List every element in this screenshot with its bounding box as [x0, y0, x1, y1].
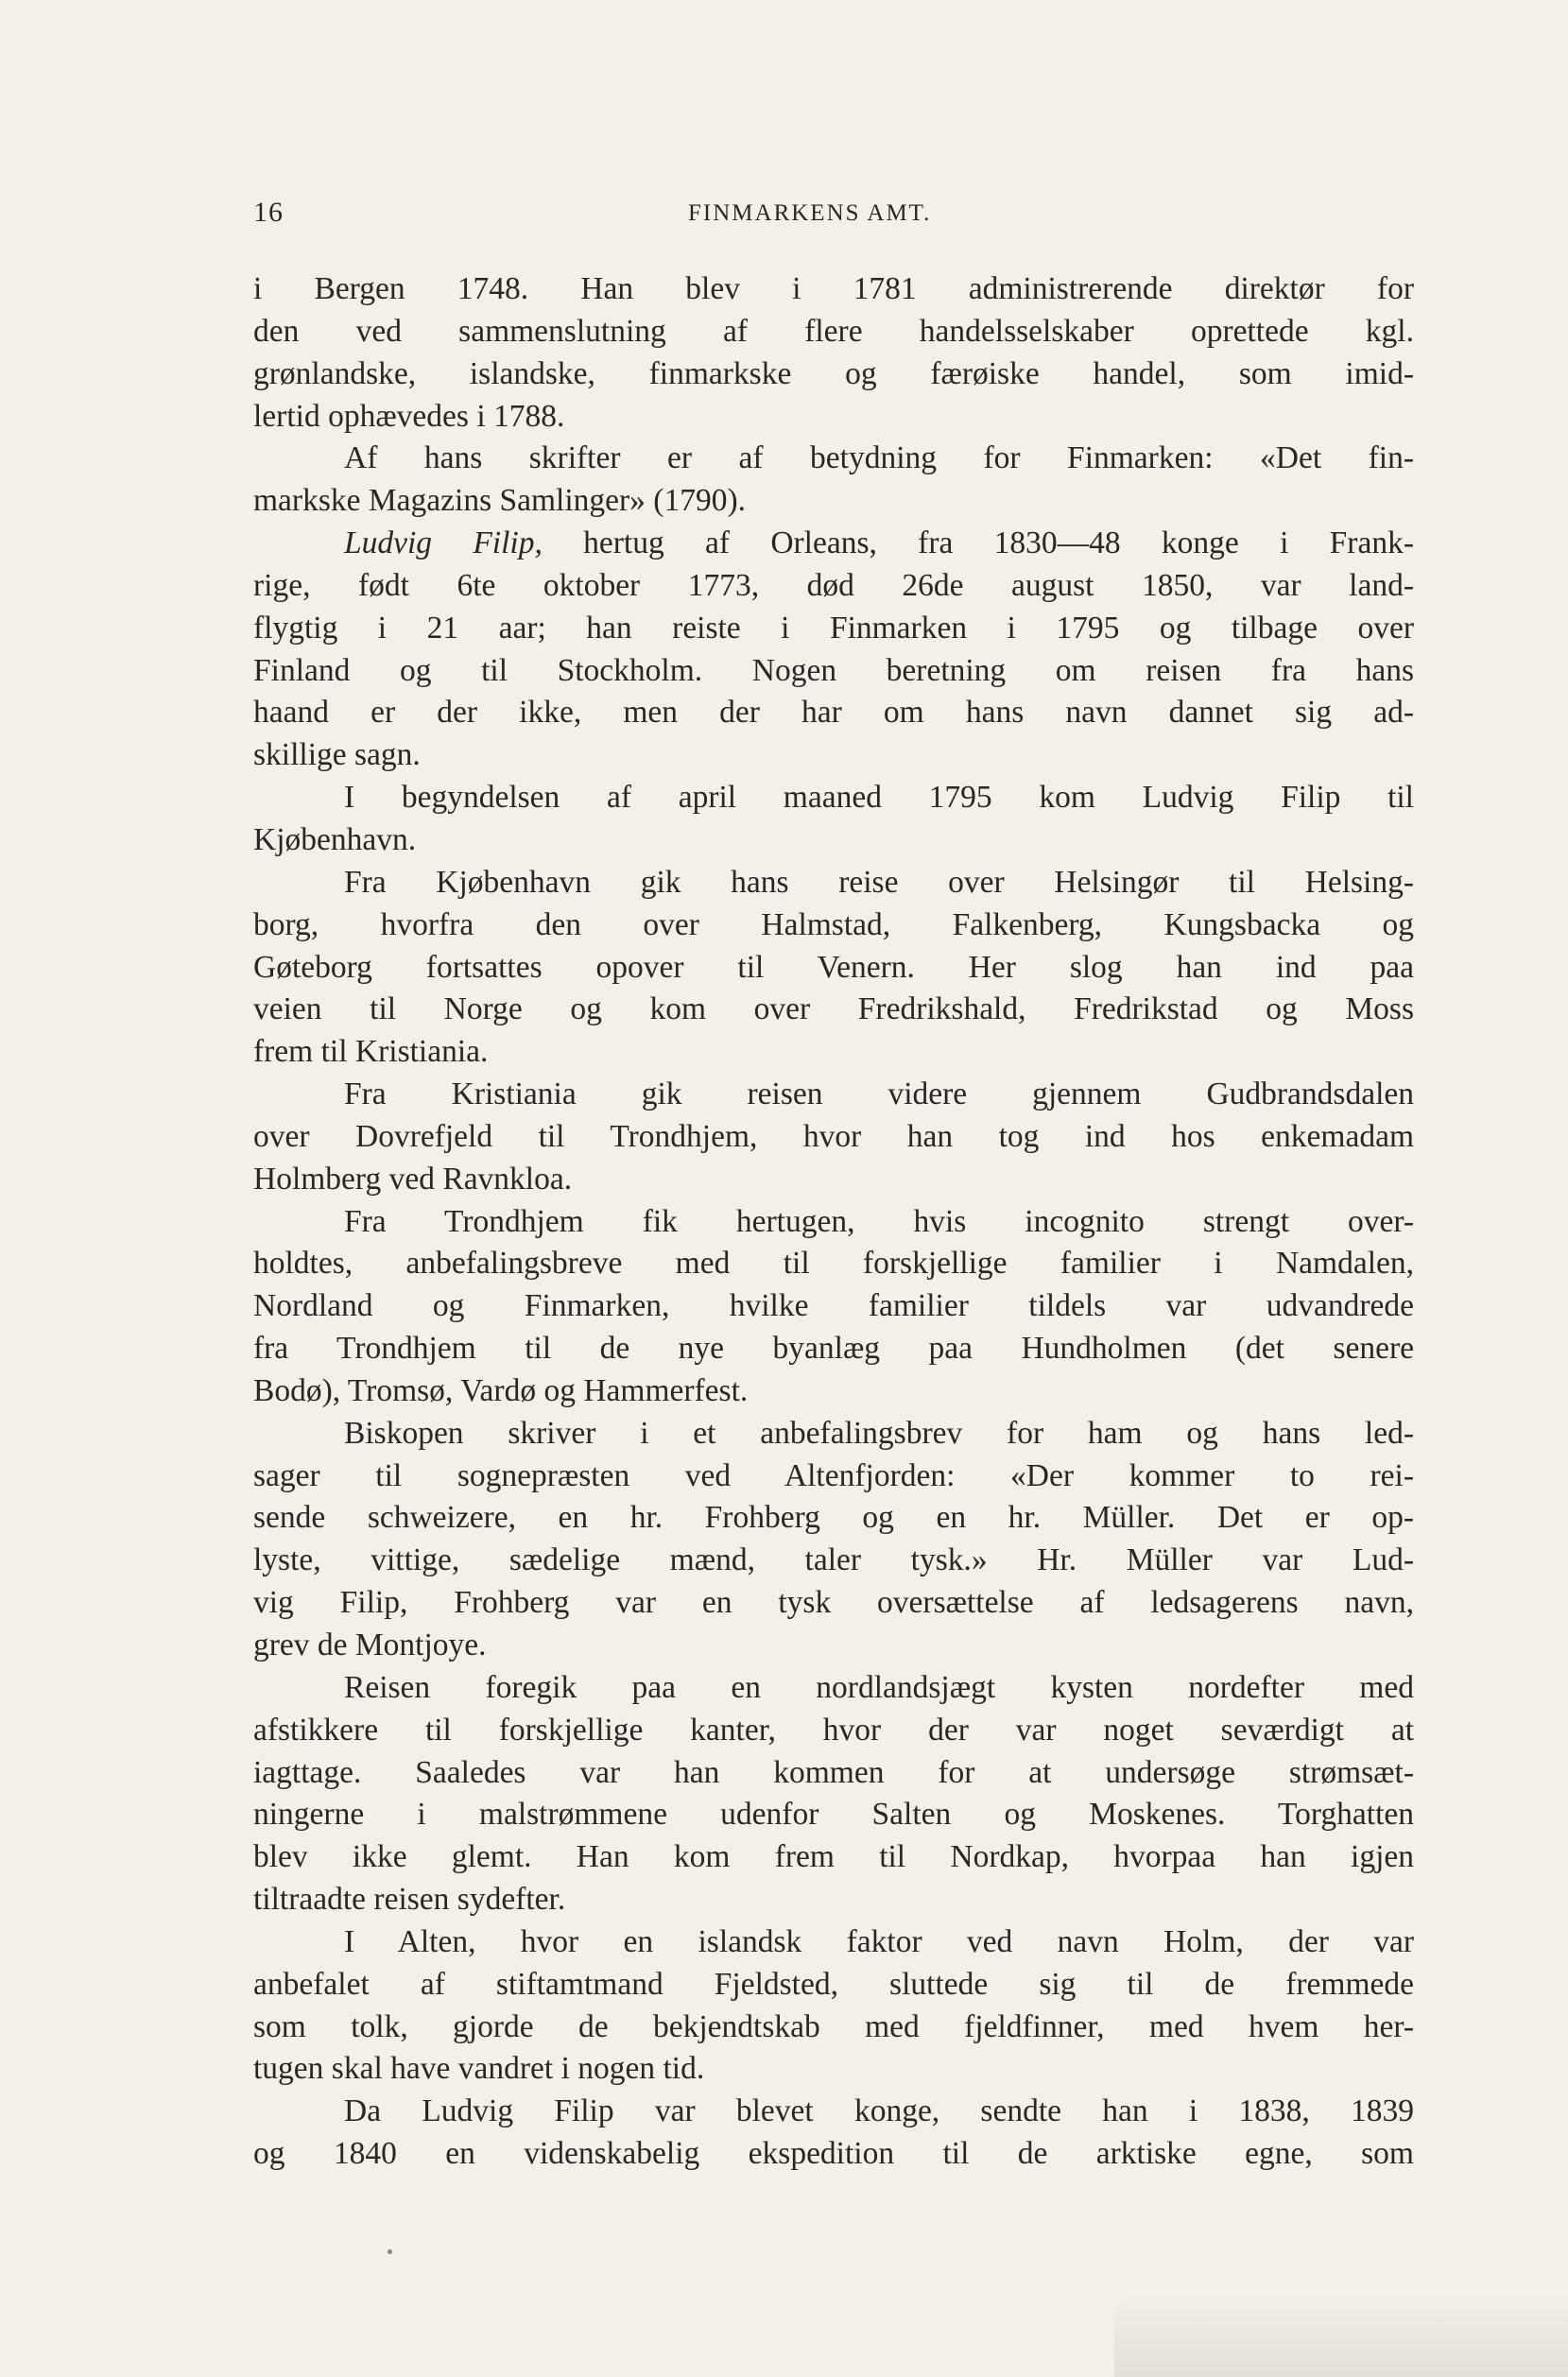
- text-line: [253, 1455, 1414, 1498]
- line-text: Gøteborg fortsattes opover til Venern. Her slog han ind paa: [253, 949, 1414, 985]
- text-line: [253, 1243, 1414, 1285]
- text-line: [253, 311, 1414, 353]
- text-line: [253, 1625, 1414, 1667]
- text-line: [253, 1667, 1414, 1710]
- line-text: haand er der ikke, men der har om hans navn dannet sig ad-: [253, 695, 1414, 731]
- line-text: Af hans skrifter er af betydning for Finmarken: «Det fin-: [344, 440, 1414, 476]
- line-text: fra Trondhjem til de nye byanlæg paa Hundholmen (det senere: [253, 1331, 1414, 1367]
- line-text: skillige sagn.: [253, 737, 421, 773]
- line-text: lyste, vittige, sædelige mænd, taler tysk.» Hr. Müller var Lud-: [253, 1542, 1414, 1578]
- line-text: Fra Kjøbenhavn gik hans reise over Helsingør til Helsing-: [344, 864, 1414, 900]
- line-text: veien til Norge og kom over Fredrikshald, Fredrikstad og Moss: [253, 991, 1414, 1027]
- line-text: grev de Montjoye.: [253, 1628, 487, 1662]
- page-header: [253, 197, 1414, 234]
- text-line: [253, 2007, 1414, 2049]
- text-line: [253, 2091, 1414, 2133]
- line-text: I begyndelsen af april maaned 1795 kom Ludvig Filip til: [344, 780, 1414, 816]
- line-text: Finland og til Stockholm. Nogen beretning om reisen fra hans: [253, 652, 1414, 688]
- text-line: [253, 396, 1414, 439]
- text-line: [253, 1074, 1414, 1116]
- text-line: [253, 608, 1414, 650]
- line-text: den ved sammenslutning af flere handelsselskaber oprettede kgl.: [253, 313, 1414, 349]
- line-text: grønlandske, islandske, finmarkske og færøiske handel, som imid-: [253, 355, 1414, 391]
- text-line: [253, 2048, 1414, 2091]
- line-text: lertid ophævedes i 1788.: [253, 398, 565, 434]
- page-corner-shadow: [1114, 2292, 1568, 2377]
- line-text: sende schweizere, en hr. Frohberg og en hr. Müller. Det er op-: [253, 1500, 1414, 1536]
- text-line: [253, 1370, 1414, 1413]
- text-line: [253, 480, 1414, 523]
- line-text: hertug af Orleans, fra 1830—48 konge i Frank-: [542, 525, 1414, 561]
- text-line: [253, 2133, 1414, 2176]
- line-text: rige, født 6te oktober 1773, død 26de august 1850, var land-: [253, 567, 1414, 603]
- text-line: [253, 989, 1414, 1031]
- line-text: holdtes, anbefalingsbreve med til forskjellige familier i Namdalen,: [253, 1246, 1414, 1282]
- line-text: iagttage. Saaledes var han kommen for at undersøge strømsæt-: [253, 1754, 1414, 1790]
- line-text: ningerne i malstrømmene udenfor Salten og Moskenes. Torghatten: [253, 1797, 1414, 1833]
- running-head: FINMARKENS AMT.: [688, 200, 932, 226]
- text-line: [253, 947, 1414, 990]
- line-text: afstikkere til forskjellige kanter, hvor der var noget seværdigt at: [253, 1712, 1414, 1748]
- line-text: Biskopen skriver i et anbefalingsbrev for ham og hans led-: [344, 1415, 1414, 1451]
- line-text: anbefalet af stiftamtmand Fjeldsted, sluttede sig til de fremmede: [253, 1966, 1414, 2002]
- line-text: over Dovrefjeld til Trondhjem, hvor han tog ind hos enkemadam: [253, 1118, 1414, 1154]
- text-line: [253, 1328, 1414, 1370]
- text-line: [253, 1836, 1414, 1879]
- line-text: frem til Kristiania.: [253, 1034, 489, 1070]
- line-text: i Bergen 1748. Han blev i 1781 administrerende direktør for: [253, 271, 1414, 306]
- line-text: flygtig i 21 aar; han reiste i Finmarken i 1795 og tilbage over: [253, 610, 1414, 646]
- line-text: Da Ludvig Filip var blevet konge, sendte han i 1838, 1839: [344, 2093, 1414, 2129]
- italic-name: Ludvig Filip,: [344, 525, 543, 561]
- text-line: [253, 438, 1414, 480]
- text-line: [253, 1159, 1414, 1201]
- line-text: Holmberg ved Ravnkloa.: [253, 1161, 573, 1197]
- text-line: [253, 777, 1414, 819]
- line-text: Reisen foregik paa en nordlandsjægt kysten nordefter med: [344, 1669, 1414, 1705]
- text-line: [253, 353, 1414, 396]
- text-line: [253, 1116, 1414, 1159]
- text-line: [253, 692, 1414, 734]
- text-line: [253, 1201, 1414, 1244]
- text-line: [253, 734, 1414, 777]
- line-text: Nordland og Finmarken, hvilke familier tildels var udvandrede: [253, 1288, 1414, 1324]
- text-line: [253, 565, 1414, 608]
- line-text: sager til sognepræsten ved Altenfjorden: «Der kommer to rei-: [253, 1457, 1414, 1493]
- line-text: tiltraadte reisen sydefter.: [253, 1882, 566, 1918]
- text-line: [253, 1964, 1414, 2007]
- line-text: og 1840 en videnskabelig ekspedition til de arktiske egne, som: [253, 2136, 1414, 2172]
- text-line: [253, 1413, 1414, 1455]
- text-line: [253, 904, 1414, 947]
- text-line: [253, 1794, 1414, 1836]
- text-line: [253, 1752, 1414, 1795]
- text-line: [253, 1921, 1414, 1964]
- line-text: som tolk, gjorde de bekjendtskab med fjeldfinner, med hvem her-: [253, 2008, 1414, 2044]
- speck: [388, 2249, 392, 2254]
- line-text: tugen skal have vandret i nogen tid.: [253, 2051, 705, 2087]
- text-line: [253, 1710, 1414, 1752]
- line-text: blev ikke glemt. Han kom frem til Nordkap, hvorpaa han igjen: [253, 1839, 1414, 1875]
- text-line: [253, 523, 1414, 565]
- text-line: [253, 819, 1414, 862]
- line-text: markske Magazins Samlinger» (1790).: [253, 483, 746, 519]
- text-line: [253, 268, 1414, 311]
- text-line: [253, 650, 1414, 693]
- page-number: 16: [253, 197, 284, 228]
- text-line: [253, 1879, 1414, 1921]
- line-text: I Alten, hvor en islandsk faktor ved navn Holm, der var: [344, 1923, 1414, 1959]
- text-line: [253, 1497, 1414, 1540]
- text-line: [253, 1582, 1414, 1625]
- line-text: Fra Kristiania gik reisen videre gjennem Gudbrandsdalen: [344, 1077, 1414, 1112]
- line-text: borg, hvorfra den over Halmstad, Falkenberg, Kungsbacka og: [253, 906, 1414, 942]
- line-text: Bodø), Tromsø, Vardø og Hammerfest.: [253, 1372, 749, 1408]
- line-text: Kjøbenhavn.: [253, 821, 417, 857]
- text-line: [253, 1031, 1414, 1074]
- body-text: [253, 268, 1414, 2176]
- text-line: [253, 1285, 1414, 1328]
- line-text: Fra Trondhjem fik hertugen, hvis incognito strengt over-: [344, 1203, 1414, 1239]
- text-line: [253, 862, 1414, 904]
- text-line: [253, 1540, 1414, 1582]
- line-text: vig Filip, Frohberg var en tysk oversættelse af ledsagerens navn,: [253, 1585, 1414, 1621]
